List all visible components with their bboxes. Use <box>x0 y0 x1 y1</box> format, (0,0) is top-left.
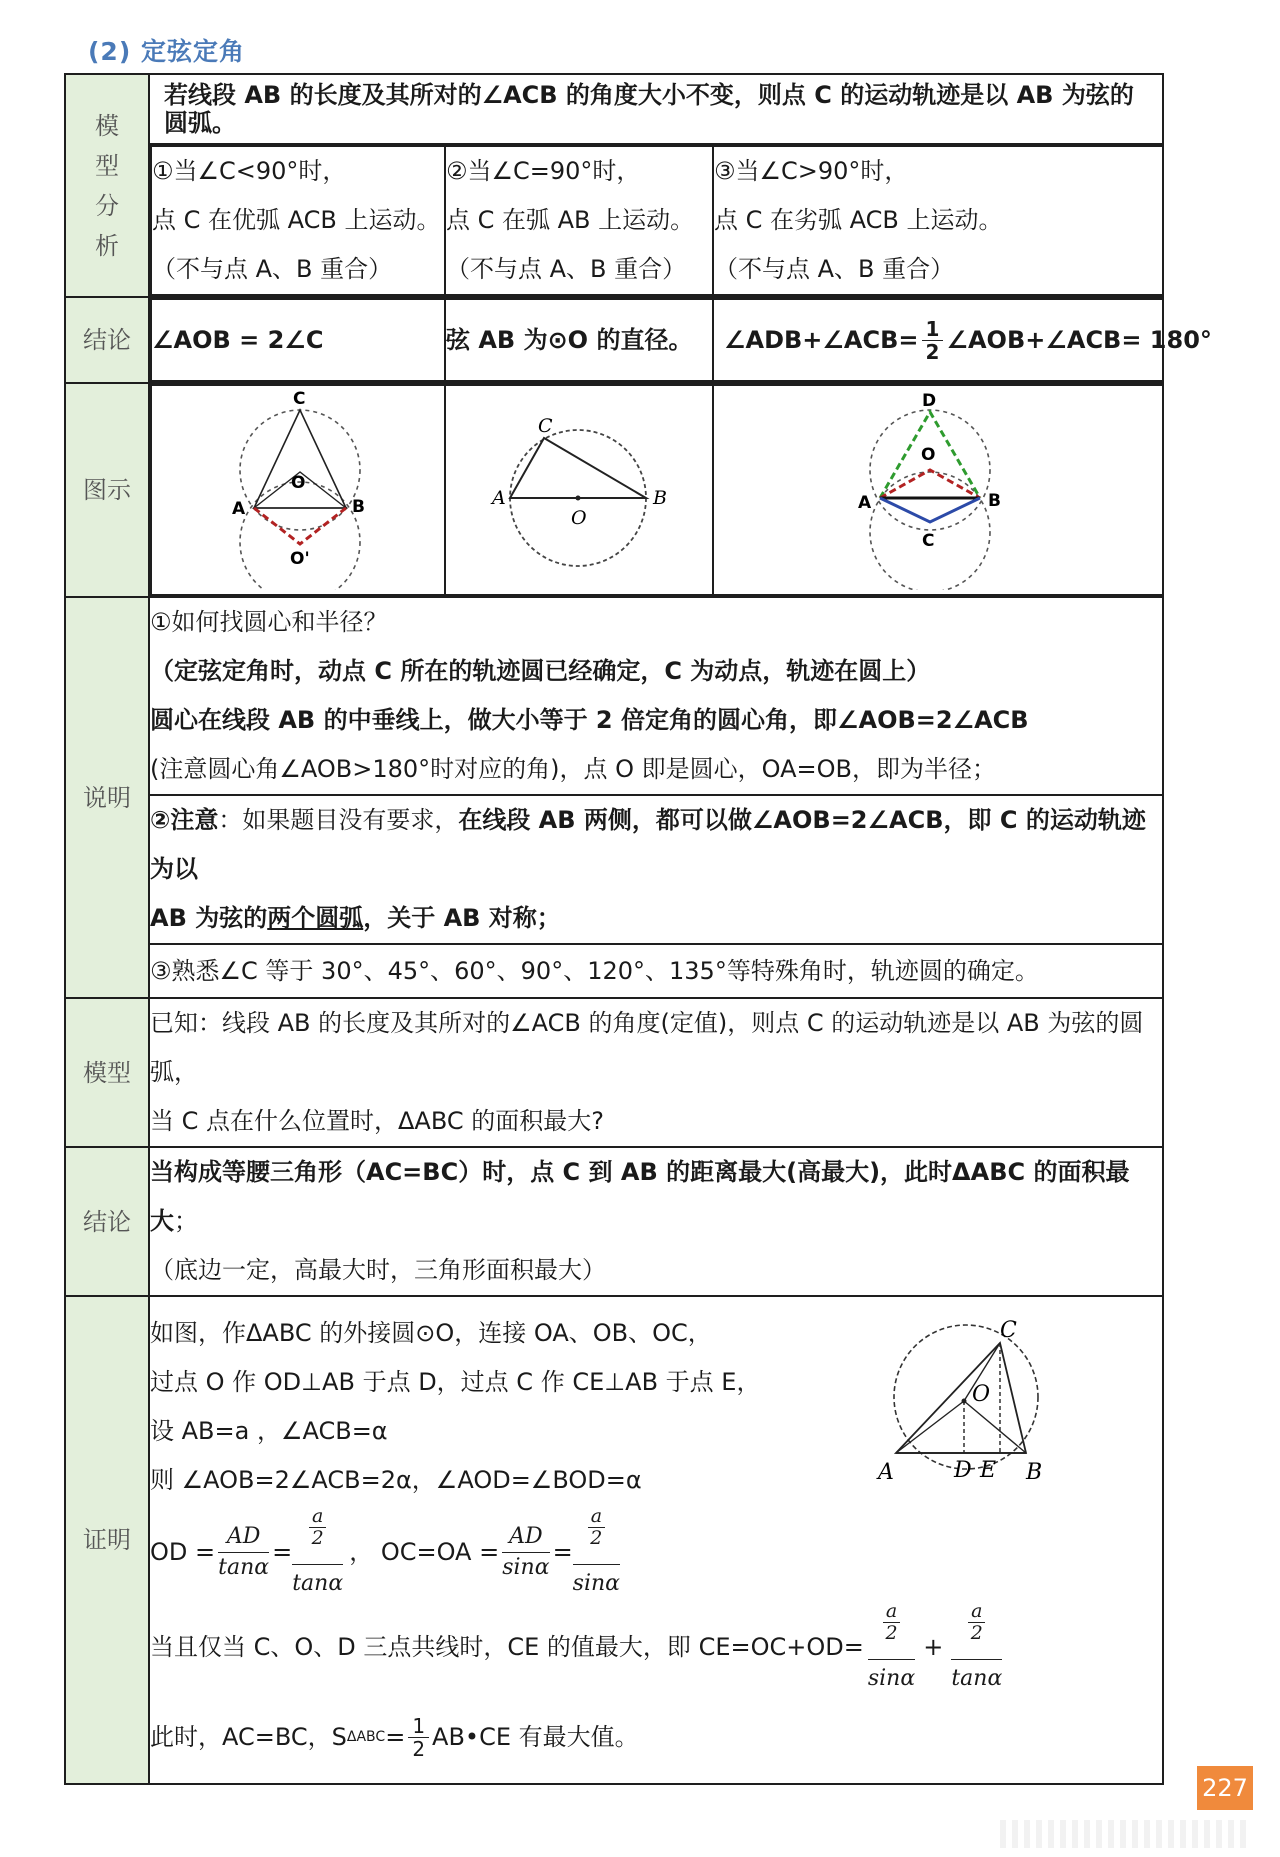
page-number: 227 <box>1197 1766 1253 1810</box>
model-table <box>64 73 1212 1785</box>
label-a: A <box>232 499 246 519</box>
label-b: B <box>988 491 1001 511</box>
label-o: O <box>571 507 587 529</box>
explain-p2: ②注意：如果题目没有要求，在线段 AB 两侧，都可以做∠AOB=2∠ACB，即 C 的运动轨迹为以 AB 为弦的两个圆弧，关于 AB 对称； <box>149 795 1163 944</box>
conclusion-c3: ∠ADB+∠ACB= $\frac{1}{2}$ ∠AOB+∠ACB= 180° <box>713 299 1162 381</box>
proof-ce-max: 当且仅当 C、O、D 三点共线时，CE 的值最大，即 CE=OC+OD= $\frac{\frac{a}{2}}{\sin\alpha}$ + $\frac{\frac{a}{2}}{\tan\alpha}$ <box>150 1599 1003 1691</box>
fraction-half: $\frac{1}{2}$ <box>922 318 944 363</box>
case-acute: ①当∠C<90°时， 点 C 在优弧 ACB 上运动。 （不与点 A、B 重合） <box>151 146 445 295</box>
label-e: E <box>980 1458 997 1483</box>
label-model: 模型 <box>65 998 149 1147</box>
diagram-acute <box>152 386 442 590</box>
figure-right <box>445 385 713 595</box>
label-o: O <box>921 445 936 465</box>
figure-obtuse <box>713 385 1162 595</box>
label-proof: 证明 <box>65 1296 149 1784</box>
conclusion-1 <box>149 297 1212 383</box>
label-o-prime: O' <box>290 549 310 569</box>
label-d: D <box>922 391 937 411</box>
label-a: A <box>492 487 506 509</box>
conclusion-2: 当构成等腰三角形（AC=BC）时，点 C 到 AB 的距离最大(高最大)，此时ΔABC 的面积最大； （底边一定，高最大时，三角形面积最大） <box>149 1147 1163 1296</box>
proof-diagram <box>866 1317 1066 1487</box>
diagram-right <box>446 386 710 590</box>
label-b: B <box>1026 1460 1043 1485</box>
label-c: C <box>1000 1318 1017 1343</box>
explain-p3: ③熟悉∠C 等于 30°、45°、60°、90°、120°、135°等特殊角时，轨迹圆的确定。 <box>149 944 1163 998</box>
case-obtuse: ③当∠C>90°时， 点 C 在劣弧 ACB 上运动。 （不与点 A、B 重合） <box>713 146 1162 295</box>
label-c: C <box>293 389 306 409</box>
proof: 如图，作ΔABC 的外接圆⊙O，连接 OA、OB、OC， 过点 O 作 OD⊥AB 于点 D，过点 C 作 CE⊥AB 于点 E， 设 AB=a ，∠ACB=α 则 ∠AOB=2∠ACB=2α，∠AOD=∠BOD=α OD = $\frac{AD}{\tan\alpha}$ = $\frac{\frac{a}{2}}{\tan\alpha}$ ， OC=OA = $\frac{AD}{\sin\alpha}$ = $\frac{\frac{a}{2}}{\sin\alpha}$ 当且仅当 C、O、D 三点共线时，CE 的值最大，即 CE=OC+OD= $\frac{\frac{a}{2}}{\sin\alpha}$ + $\frac{\frac{a}{2}}{\tan\alpha}$ 此时，AC=BC，S ΔABC = $\frac{1}{2}$ AB•CE 有最大值。 C O A D E B <box>149 1296 1163 1784</box>
conclusion-c1: ∠AOB = 2∠C <box>151 299 445 381</box>
label-analysis: 模型分析 <box>65 74 149 297</box>
label-c: C <box>922 531 935 551</box>
label-conclusion-2: 结论 <box>65 1147 149 1296</box>
conclusion-c2: 弦 AB 为⊙O 的直径。 <box>445 299 713 381</box>
label-c: C <box>538 415 553 437</box>
label-b: B <box>352 497 365 517</box>
model-question: 已知：线段 AB 的长度及其所对的∠ACB 的角度(定值)，则点 C 的运动轨迹是以 AB 为弦的圆弧， 当 C 点在什么位置时，ΔABC 的面积最大? <box>149 998 1163 1147</box>
label-a: A <box>878 1460 894 1485</box>
label-o: O <box>291 473 306 493</box>
watermark <box>1000 1820 1250 1848</box>
proof-od-oc: OD = $\frac{AD}{\tan\alpha}$ = $\frac{\frac{a}{2}}{\tan\alpha}$ ， OC=OA = $\frac{AD}{\sin\alpha}$ = $\frac{\frac{a}{2}}{\sin\alpha}$ <box>150 1504 621 1596</box>
proof-area: 此时，AC=BC，S ΔABC = $\frac{1}{2}$ AB•CE 有最大值。 <box>150 1713 639 1761</box>
label-b: B <box>653 487 667 509</box>
case-right: ②当∠C=90°时， 点 C 在弧 AB 上运动。 （不与点 A、B 重合） <box>445 146 713 295</box>
label-conclusion-1: 结论 <box>65 297 149 383</box>
explain-p1: ①如何找圆心和半径？（定弦定角时，动点 C 所在的轨迹圆已经确定，C 为动点，轨迹在圆上） 圆心在线段 AB 的中垂线上，做大小等于 2 倍定角的圆心角，即∠AOB=2∠ACB (注意圆心角∠AOB>180°时对应的角)，点 O 即是圆心，OA=OB，即为半径； <box>149 597 1163 795</box>
label-explain: 说明 <box>65 597 149 998</box>
diagram-obtuse <box>714 386 1154 590</box>
analysis-cases <box>149 144 1163 297</box>
label-figure: 图示 <box>65 383 149 597</box>
figure-cells <box>149 383 1163 597</box>
label-a: A <box>858 493 872 513</box>
section-title: (2) 定弦定角 <box>88 37 245 66</box>
analysis-header: 若线段 AB 的长度及其所对的∠ACB 的角度大小不变，则点 C 的运动轨迹是以 AB 为弦的圆弧。 <box>149 74 1163 144</box>
label-d: D <box>954 1458 972 1483</box>
label-o: O <box>972 1382 991 1407</box>
figure-acute <box>151 385 445 595</box>
